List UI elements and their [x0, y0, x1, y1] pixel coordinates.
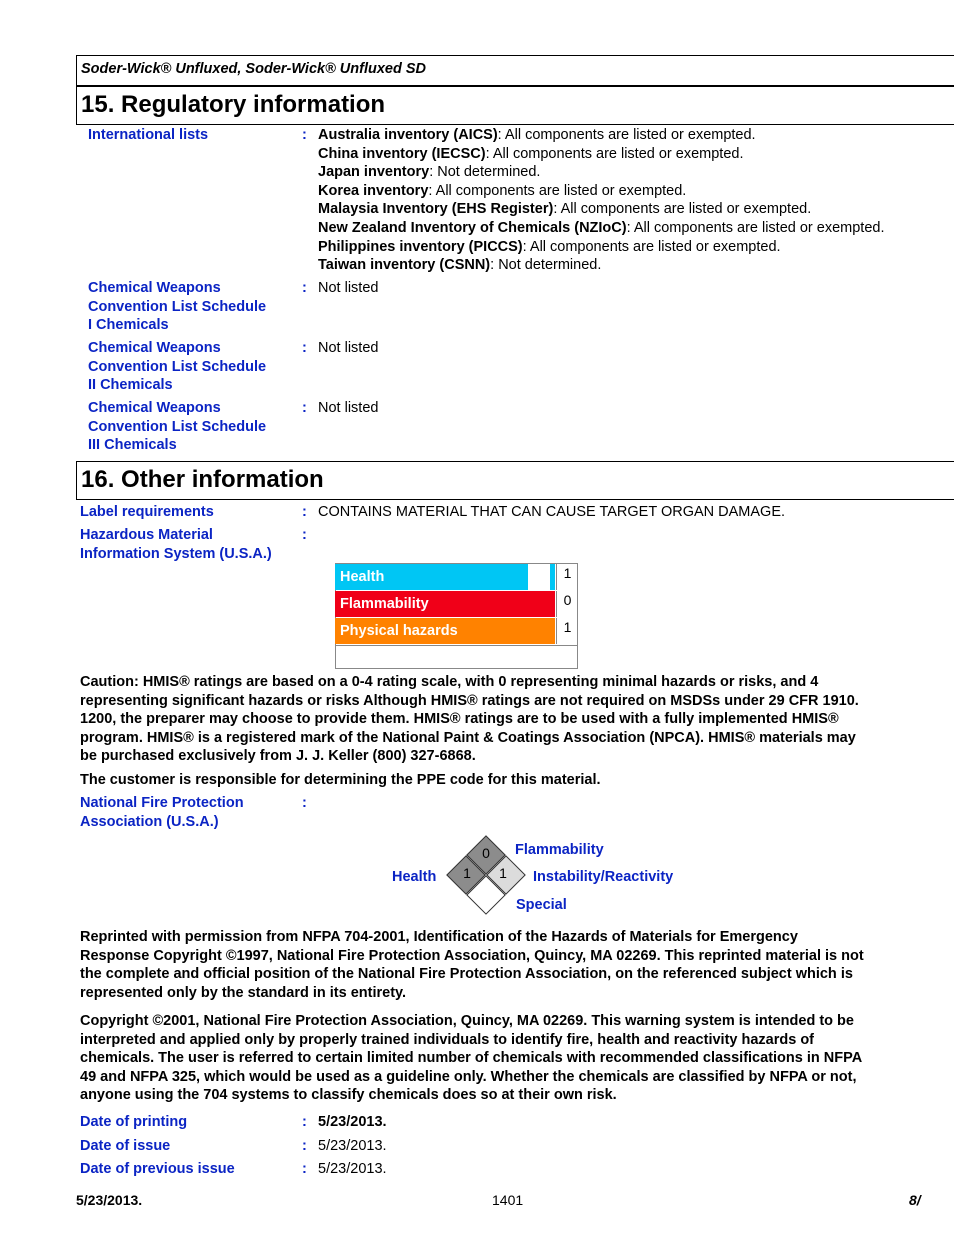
footer-page-number: 8/: [909, 1192, 921, 1208]
inventory-row: Malaysia Inventory (EHS Register): All components are listed or exempted.: [318, 201, 812, 218]
hmis-health-cell: Health: [335, 564, 528, 590]
nfpa-copyright-notice: Copyright ©2001, National Fire Protection Association, Quincy, MA 02269. This warning system is intended to be interpreted and applied only by properly trained individuals to identify fire, health and reactivity hazards of chemicals. The user is referred to certain limited number of chemicals with recommended classifications in NFPA 49 and NFPA 325, which would be used as a guideline only. Whether the chemicals are classified by NFPA or not, anyone using the 704 systems to classify chemicals does so at their own risk.: [80, 1013, 863, 1104]
inventory-row: New Zealand Inventory of Chemicals (NZIoC): All components are listed or exempted.: [318, 219, 885, 236]
section-16-title: 16. Other information: [81, 466, 324, 493]
date-of-previous-issue-label: Date of previous issue: [80, 1161, 235, 1177]
date-of-printing-colon: :: [302, 1114, 307, 1130]
section-16-header: [76, 461, 954, 500]
cwc-schedule-2-colon: :: [302, 340, 307, 356]
section-15-title: 15. Regulatory information: [81, 91, 386, 118]
label-requirements-value: CONTAINS MATERIAL THAT CAN CAUSE TARGET ORGAN DAMAGE.: [318, 504, 786, 520]
international-lists-colon: :: [302, 127, 307, 143]
hmis-health-blank: [528, 564, 550, 590]
inventory-row: Japan inventory: Not determined.: [318, 164, 541, 181]
date-of-issue-label: Date of issue: [80, 1138, 171, 1154]
nfpa-health-value: 1: [463, 865, 471, 881]
label-requirements-label: Label requirements: [80, 504, 214, 520]
hmis-physical-rating: 1: [556, 618, 578, 644]
international-lists-values: [318, 126, 954, 275]
date-of-printing-value: 5/23/2013.: [318, 1114, 387, 1130]
hmis-colon: :: [302, 527, 307, 543]
inventory-row: Taiwan inventory (CSNN): Not determined.: [318, 257, 602, 274]
inventory-row: China inventory (IECSC): All components are listed or exempted.: [318, 145, 744, 162]
nfpa-flammability-label: Flammability: [515, 842, 604, 858]
hmis-divider: [335, 645, 578, 646]
cwc-schedule-1-value: Not listed: [318, 280, 379, 296]
nfpa-label: National Fire Protection Association (U.S.A.): [80, 795, 244, 830]
inventory-row: Korea inventory: All components are listed or exempted.: [318, 182, 687, 199]
nfpa-flammability-value: 0: [482, 845, 490, 861]
cwc-schedule-3-value: Not listed: [318, 400, 379, 416]
inventory-row: Australia inventory (AICS): All components are listed or exempted.: [318, 127, 756, 143]
hmis-flammability-rating: 0: [556, 591, 578, 617]
date-of-previous-issue-value: 5/23/2013.: [318, 1161, 387, 1177]
nfpa-health-label: Health: [392, 869, 437, 885]
international-lists-label: International lists: [88, 127, 209, 143]
hmis-label: Hazardous Material Information System (U.S.A.): [80, 527, 272, 562]
ppe-note: The customer is responsible for determining the PPE code for this material.: [80, 772, 601, 788]
document-header: [76, 55, 954, 86]
nfpa-special-label: Special: [516, 897, 567, 913]
hmis-caution-text: Caution: HMIS® ratings are based on a 0-4 rating scale, with 0 representing minimal hazards or risks, and 4 representing significant hazards or risks Although HMIS® ratings are not required on MSDSs under 29 CFR 1910. 1200, the preparer may choose to provide them. HMIS® ratings are to be used with a fully implemented HMIS® program. HMIS® is a registered mark of the National Paint & Coatings Association (NPCA). HMIS® materials may be purchased exclusively from J. J. Keller (800) 327-6868.: [80, 674, 859, 765]
hmis-physical-cell: Physical hazards: [335, 618, 555, 644]
footer-code: 1401: [492, 1192, 524, 1208]
date-of-issue-value: 5/23/2013.: [318, 1138, 387, 1154]
inventory-row: Philippines inventory (PICCS): All components are listed or exempted.: [318, 238, 781, 255]
cwc-schedule-3-colon: :: [302, 400, 307, 416]
date-of-printing-label: Date of printing: [80, 1114, 188, 1130]
hmis-health-edge: [550, 564, 555, 590]
nfpa-instability-label: Instability/Reactivity: [533, 869, 674, 885]
cwc-schedule-1-colon: :: [302, 280, 307, 296]
cwc-schedule-1-label: Chemical Weapons Convention List Schedule I Chemicals: [88, 280, 267, 334]
cwc-schedule-2-value: Not listed: [318, 340, 379, 356]
nfpa-reprint-notice: Reprinted with permission from NFPA 704-2001, Identification of the Hazards of Materials for Emergency Response Copyright ©1997, National Fire Protection Association, Quincy, MA 02269. This reprinted material is not the complete and official position of the National Fire Protection Association, on the referenced subject which is represented only by the standard in its entirety.: [80, 929, 864, 1001]
hmis-row-flammability: [335, 591, 578, 617]
section-15-header: [76, 86, 954, 125]
date-of-issue-colon: :: [302, 1138, 307, 1154]
nfpa-colon: :: [302, 795, 307, 811]
date-of-previous-issue-colon: :: [302, 1161, 307, 1177]
product-name: Soder-Wick® Unfluxed, Soder-Wick® Unfluxed SD: [81, 61, 426, 77]
nfpa-instability-value: 1: [499, 865, 507, 881]
hmis-row-physical: [335, 618, 578, 644]
hmis-row-health: [335, 564, 578, 590]
cwc-schedule-3-label: Chemical Weapons Convention List Schedule III Chemicals: [88, 400, 267, 454]
hmis-flammability-cell: Flammability: [335, 591, 555, 617]
label-requirements-colon: :: [302, 504, 307, 520]
hmis-health-rating: 1: [556, 564, 578, 590]
footer-date: 5/23/2013.: [76, 1192, 143, 1208]
cwc-schedule-2-label: Chemical Weapons Convention List Schedule II Chemicals: [88, 340, 267, 394]
